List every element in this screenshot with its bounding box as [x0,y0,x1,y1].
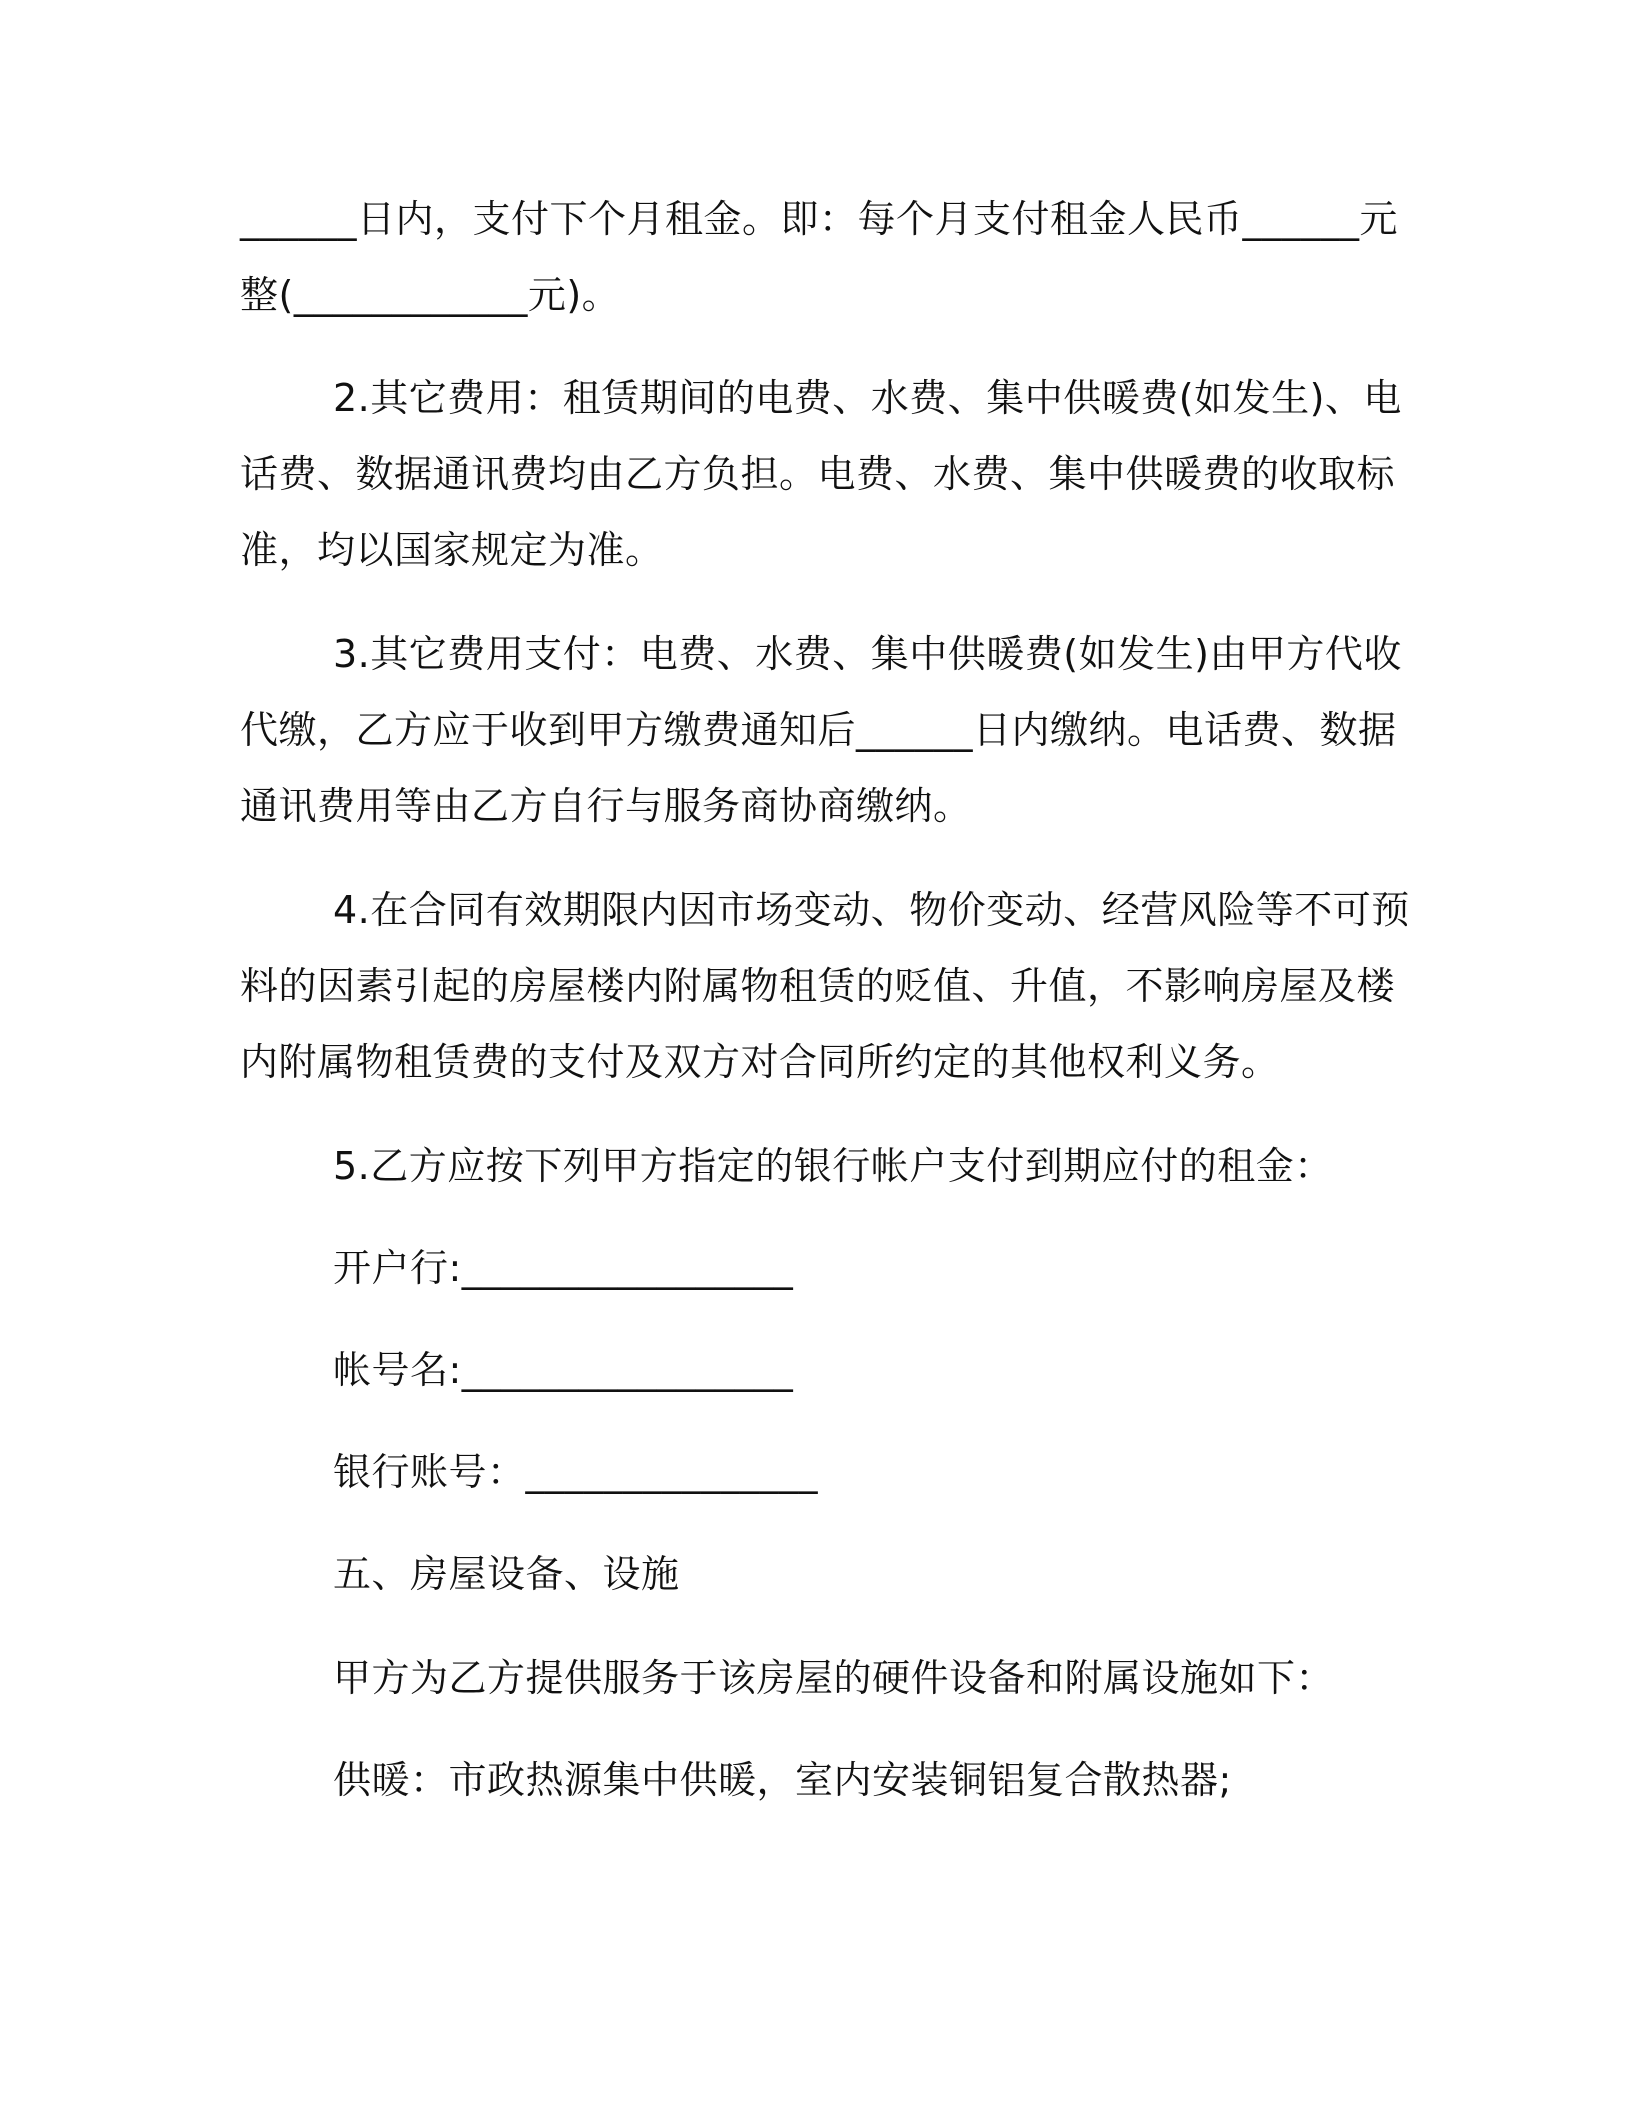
clause-3-line-2: 代缴，乙方应于收到甲方缴费通知后______日内缴纳。电话费、数据 [240,708,1397,752]
clause-4-line-1: 4.在合同有效期限内因市场变动、物价变动、经营风险等不可预 [333,888,1410,932]
section-5-heading: 五、房屋设备、设施 [333,1552,680,1596]
clause-4-line-2: 料的因素引起的房屋楼内附属物租赁的贬值、升值，不影响房屋及楼 [240,964,1396,1008]
heating-line: 供暖：市政热源集中供暖，室内安装铜铝复合散热器; [333,1758,1232,1802]
clause-2-line-2: 话费、数据通讯费均由乙方负担。电费、水费、集中供暖费的收取标 [240,452,1396,496]
rent-amount-line: 整(____________元)。 [240,273,621,317]
bank-name-field: 开户行:_________________ [333,1246,794,1290]
account-number-field: 银行账号：_______________ [333,1450,819,1494]
account-name-field: 帐号名:_________________ [333,1348,794,1392]
clause-2-line-3: 准，均以国家规定为准。 [240,528,664,572]
clause-5-line: 5.乙方应按下列甲方指定的银行帐户支付到期应付的租金： [333,1144,1333,1188]
rent-payment-line: ______日内，支付下个月租金。即：每个月支付租金人民币______元 [240,197,1399,241]
equipment-intro-line: 甲方为乙方提供服务于该房屋的硬件设备和附属设施如下： [333,1656,1335,1700]
clause-4-line-3: 内附属物租赁费的支付及双方对合同所约定的其他权利义务。 [240,1040,1280,1084]
clause-2-line-1: 2.其它费用：租赁期间的电费、水费、集中供暖费(如发生)、电 [333,376,1402,420]
clause-3-line-1: 3.其它费用支付：电费、水费、集中供暖费(如发生)由甲方代收 [333,632,1402,676]
clause-3-line-3: 通讯费用等由乙方自行与服务商协商缴纳。 [240,784,972,828]
